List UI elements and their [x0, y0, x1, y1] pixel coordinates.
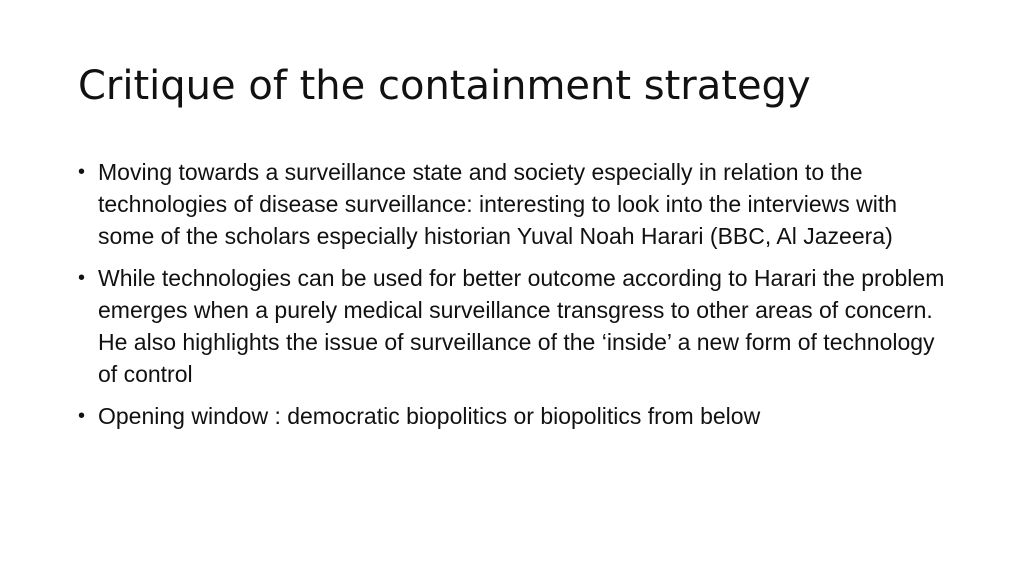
bullet-icon: •: [78, 161, 86, 183]
bullet-text: Opening window : democratic biopolitics or biopolitics from below: [98, 403, 761, 429]
bullet-item: [78, 262, 958, 390]
slide-title: Critique of the containment strategy: [78, 63, 811, 109]
bullet-text: Moving towards a surveillance state and society especially in relation to the technologies of disease surveillance: interesting to look into the interviews with some of the scholars especially historian Yuval Noah Harari (BBC, Al Jazeera): [98, 159, 898, 249]
bullet-list: [78, 156, 958, 442]
bullet-text: While technologies can be used for better outcome according to Harari the problem emerges when a purely medical surveillance transgress to other areas of concern. He also highlights the issue of surveillance of the ‘inside’ a new form of technology of control: [98, 265, 945, 387]
bullet-icon: •: [78, 405, 86, 427]
bullet-icon: •: [78, 267, 86, 289]
bullet-item: [78, 400, 958, 432]
bullet-item: [78, 156, 958, 252]
